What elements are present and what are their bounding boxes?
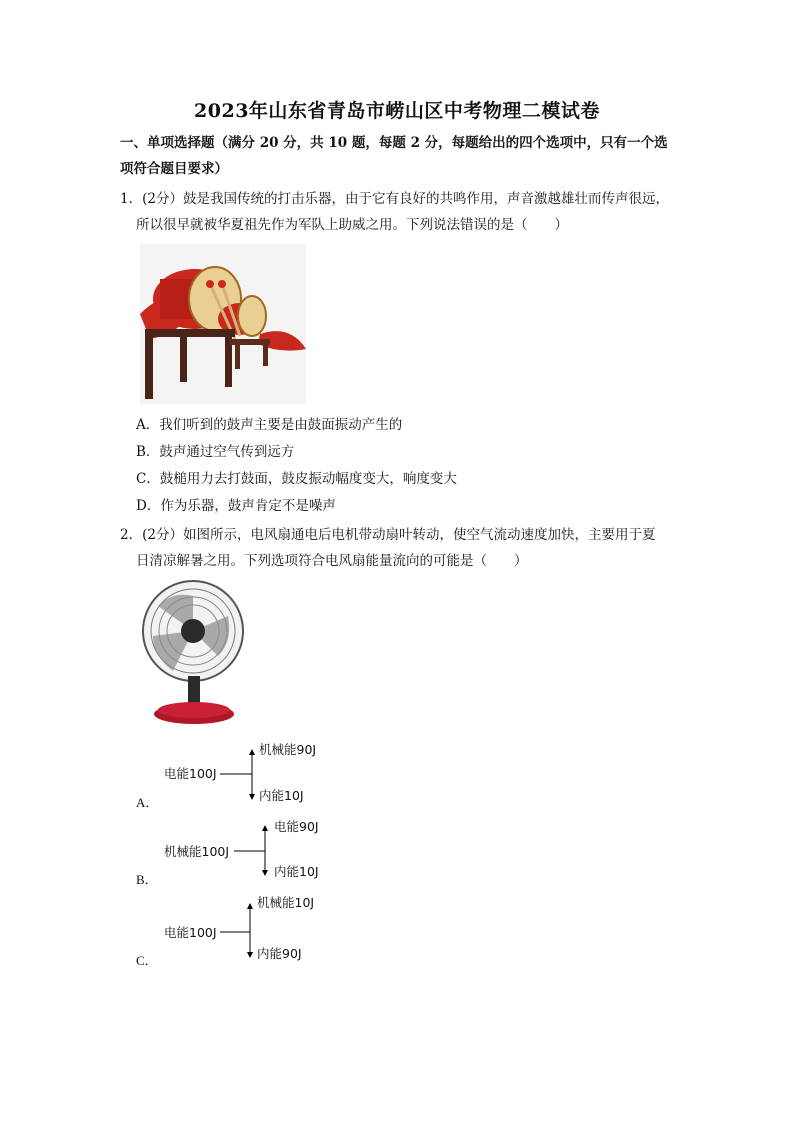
section-heading-line1: 一、单项选择题（满分 20 分，共 10 题，每题 2 分，每题给出的四个选项中，只有一个选 — [120, 135, 668, 151]
diagram-c-arrows — [220, 906, 250, 955]
diagram-b-input-label: 机械能100J — [164, 844, 230, 859]
diagram-b-top-label: 电能90J — [274, 819, 319, 834]
question-2-stem-line1: 2．(2分）如图所示，电风扇通电后电机带动扇叶转动，使空气流动速度加快，主要用于夏 — [120, 527, 656, 543]
option-b-letter[interactable]: B． — [136, 872, 158, 887]
question-1-option-b[interactable]: B．鼓声通过空气传到远方 — [136, 444, 295, 460]
question-1-stem-line2: 所以很早就被华夏祖先作为军队上助威之用。下列说法错误的是（ ） — [136, 217, 568, 233]
question-1-option-c[interactable]: C．鼓槌用力去打鼓面，鼓皮振动幅度变大，响度变大 — [136, 471, 457, 487]
diagram-c-input-label: 电能100J — [164, 925, 217, 940]
diagram-a-arrows — [220, 752, 252, 797]
option-a-letter[interactable]: A． — [136, 795, 159, 810]
question-1-option-a[interactable]: A．我们听到的鼓声主要是由鼓面振动产生的 — [136, 417, 403, 433]
question-1-stem-line1: 1．(2分）鼓是我国传统的打击乐器，由于它有良好的共鸣作用，声音激越雄壮而传声很远， — [120, 191, 669, 207]
diagram-c-bottom-label: 内能90J — [257, 946, 302, 961]
question-1-option-d[interactable]: D．作为乐器，鼓声肯定不是噪声 — [136, 498, 336, 514]
section-heading-line2: 项符合题目要求） — [120, 161, 228, 177]
page-title: 2023年山东省青岛市崂山区中考物理二模试卷 — [194, 100, 600, 122]
diagram-b-arrows — [234, 828, 265, 873]
option-c-letter[interactable]: C． — [136, 953, 158, 968]
diagram-a-top-label: 机械能90J — [259, 742, 317, 757]
diagram-a-bottom-label: 内能10J — [259, 788, 304, 803]
diagram-c-top-label: 机械能10J — [257, 895, 315, 910]
diagram-a-input-label: 电能100J — [164, 766, 217, 781]
question-2-stem-line2: 日清凉解暑之用。下列选项符合电风扇能量流向的可能是（ ） — [136, 553, 528, 569]
diagram-b-bottom-label: 内能10J — [274, 864, 319, 879]
